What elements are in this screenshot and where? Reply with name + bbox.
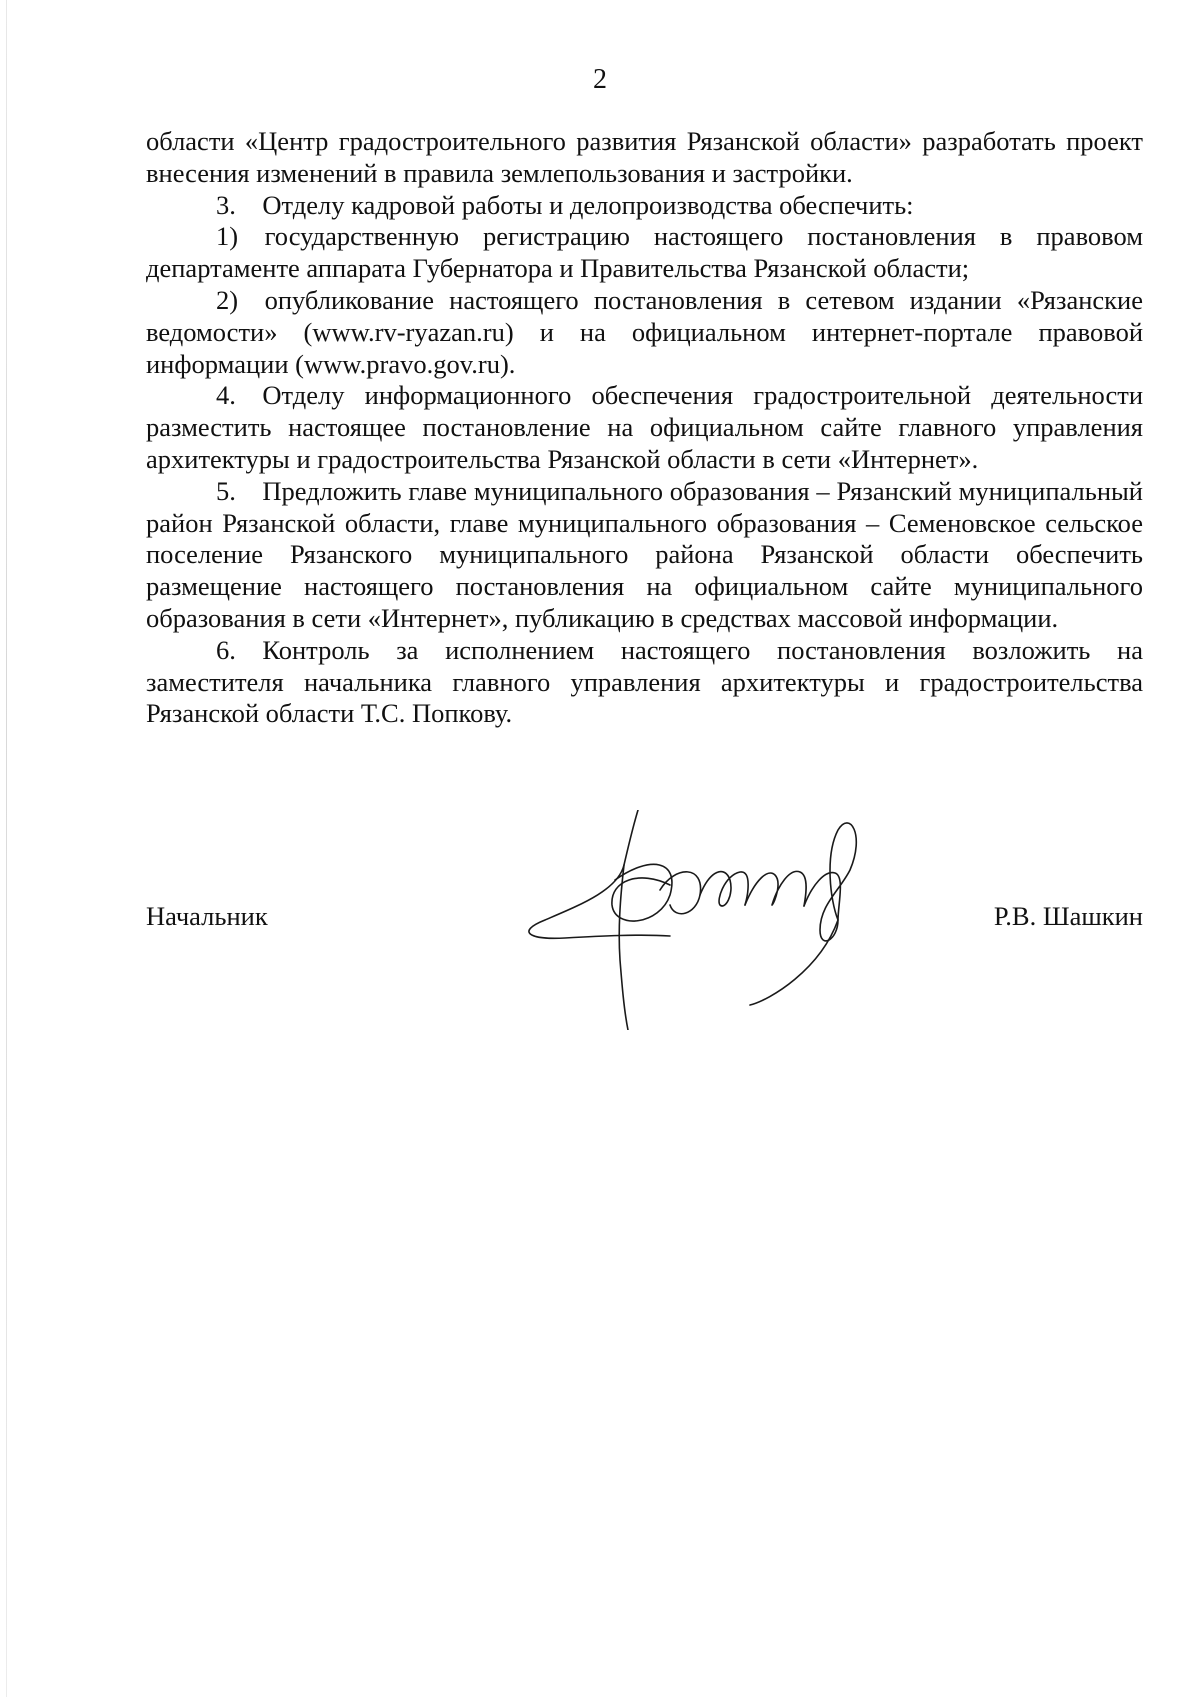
paragraph-item-5: 5. Предложить главе муниципального образования – Рязанский муниципальный район Рязанской области, главе муниципального образования – Семеновское сельское поселение Рязанского муниципального района Рязанской области обеспечить размещение настоящего постановления на официальном сайте муниципального образования в сети «Интернет», публикацию в средствах массовой информации. (146, 475, 1143, 633)
paragraph-item-3: 3. Отделу кадровой работы и делопроизводства обеспечить: (216, 189, 914, 220)
page-number: 2 (593, 64, 607, 95)
scan-edge (6, 0, 7, 1697)
paragraph-subitem-2: 2) опубликование настоящего постановления в сетевом издании «Рязанские ведомости» (www.rv-ryazan.ru) и на официальном интернет-портале правовой информации (www.pravo.gov.ru). (146, 284, 1143, 379)
paragraph-item-6: 6. Контроль за исполнением настоящего постановления возложить на заместителя начальника главного управления архитектуры и градостроительства Рязанской области Т.С. Попкову. (146, 634, 1143, 729)
signatory-name: Р.В. Шашкин (993, 901, 1143, 931)
paragraph-subitem-1: 1) государственную регистрацию настоящего постановления в правовом департаменте аппарата Губернатора и Правительства Рязанской области; (146, 221, 1143, 284)
document-body (146, 126, 1143, 730)
paragraph-item-4: 4. Отделу информационного обеспечения градостроительной деятельности разместить настоящее постановление на официальном сайте главного управления архитектуры и градостроительства Рязанской области в сети «Интернет». (146, 380, 1143, 474)
paragraph-continuation: области «Центр градостроительного развития Рязанской области» разработать проект внесения изменений в правила землепользования и застройки. (146, 126, 1143, 188)
handwritten-signature-icon (520, 810, 920, 1030)
signatory-title: Начальник (146, 901, 268, 931)
